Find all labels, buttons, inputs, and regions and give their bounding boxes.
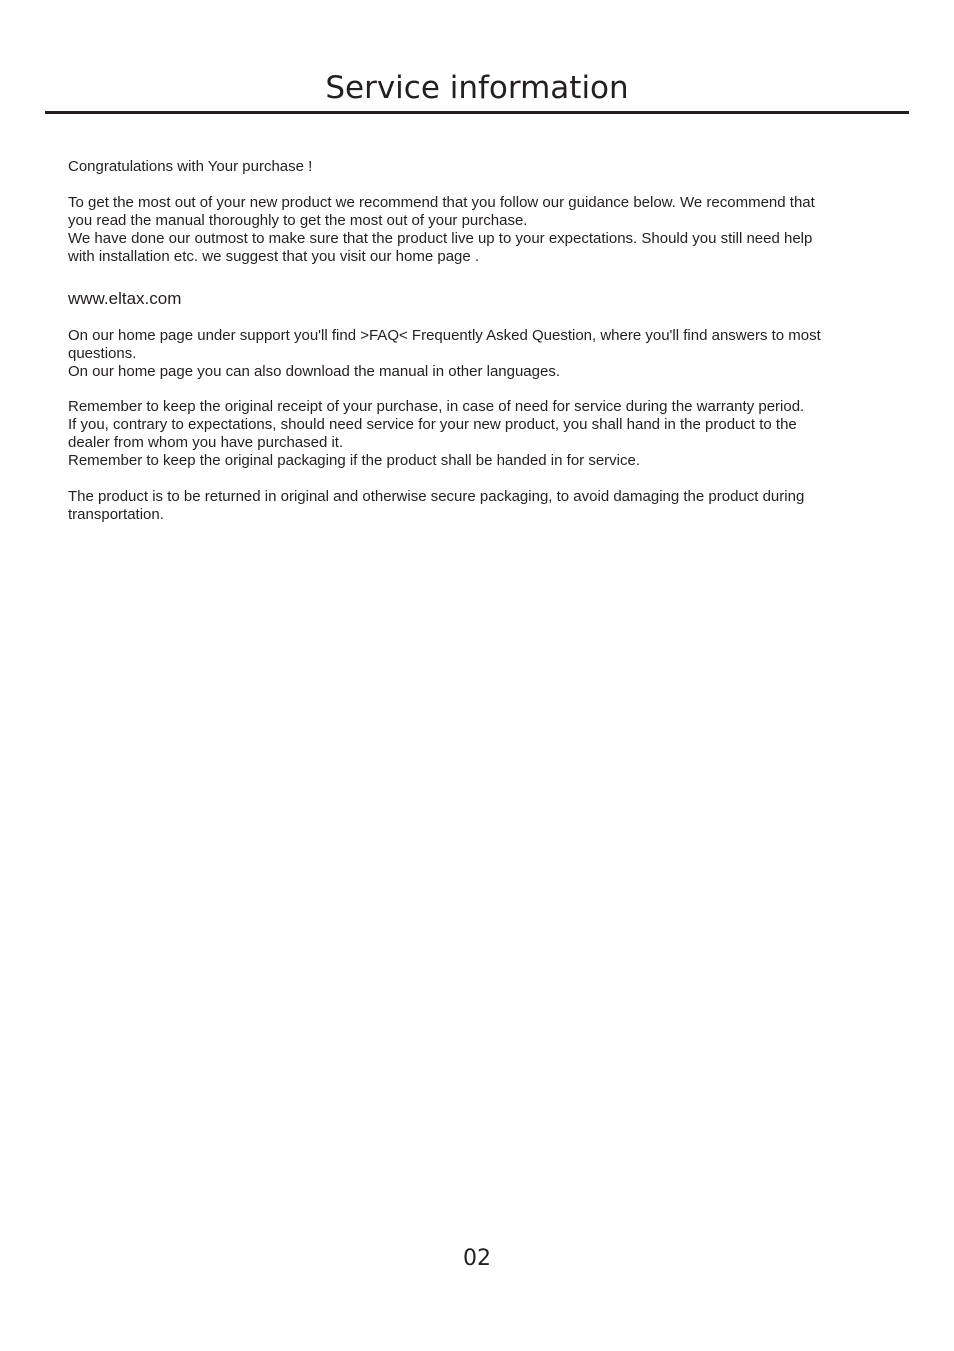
text-line: To get the most out of your new product we recommend that you follow our guidance below. We recommend that <box>68 194 815 211</box>
paragraph-recommend <box>68 194 888 266</box>
text-line: If you, contrary to expectations, should need service for your new product, you shall hand in the product to the <box>68 416 797 433</box>
greeting-text: Congratulations with Your purchase ! <box>68 158 313 175</box>
paragraph-packaging <box>68 488 888 524</box>
text-line: dealer from whom you have purchased it. <box>68 434 344 451</box>
page-number: 02 <box>463 1246 491 1271</box>
text-line: On our home page under support you'll find >FAQ< Frequently Asked Question, where you'll find answers to most <box>68 327 821 344</box>
text-line: you read the manual thoroughly to get the most out of your purchase. <box>68 212 528 229</box>
text-line: transportation. <box>68 506 164 523</box>
text-line: questions. <box>68 345 137 362</box>
text-line: We have done our outmost to make sure that the product live up to your expectations. Should you still need help <box>68 230 813 247</box>
title-divider <box>45 111 909 114</box>
page-title: Service information <box>325 70 629 106</box>
paragraph-warranty <box>68 398 888 470</box>
text-line: Remember to keep the original packaging if the product shall be handed in for service. <box>68 452 640 469</box>
website-link[interactable]: www.eltax.com <box>68 289 182 308</box>
text-line: The product is to be returned in original and otherwise secure packaging, to avoid damaging the product during <box>68 488 805 505</box>
paragraph-faq <box>68 327 888 381</box>
text-line: On our home page you can also download the manual in other languages. <box>68 363 561 380</box>
text-line: with installation etc. we suggest that you visit our home page . <box>68 248 480 265</box>
text-line: Remember to keep the original receipt of your purchase, in case of need for service during the warranty period. <box>68 398 805 415</box>
